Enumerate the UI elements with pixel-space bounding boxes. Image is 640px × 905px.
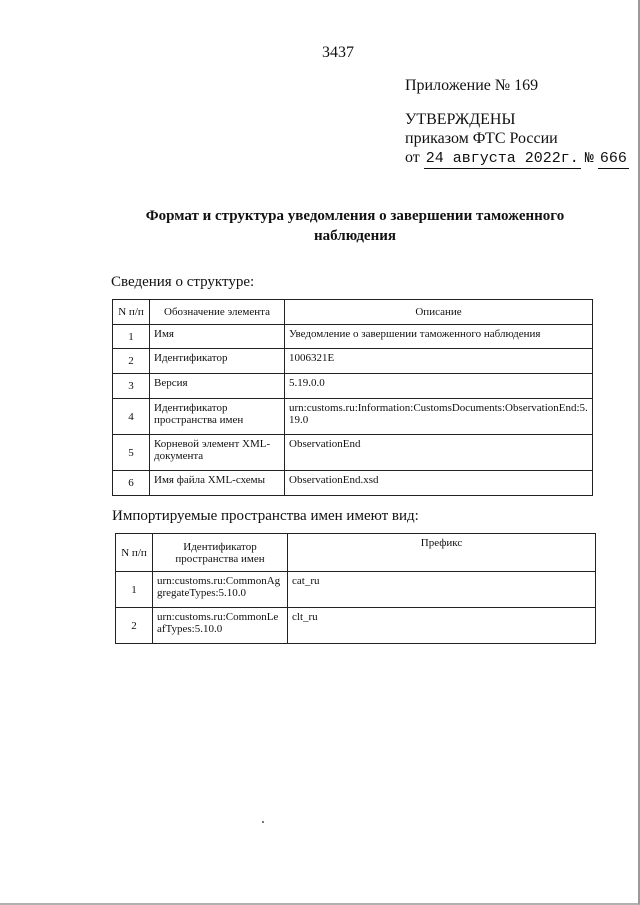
- element-name: Имя файла XML-схемы: [150, 471, 285, 496]
- table-row: [116, 608, 596, 644]
- namespace-identifier: urn:customs.ru:CommonAggregateTypes:5.10.0: [153, 572, 288, 608]
- appendix-label: Приложение № 169: [405, 77, 539, 94]
- header-cell: N п/п: [113, 300, 150, 325]
- element-name: Имя: [150, 325, 285, 349]
- header-cell: Описание: [285, 300, 593, 325]
- header-cell: Префикс: [288, 534, 596, 572]
- document-title: Формат и структура уведомления о завершении таможенного наблюдения: [145, 208, 565, 244]
- table-header-row: [113, 300, 593, 325]
- table-header-row: [116, 534, 596, 572]
- row-number: 1: [113, 325, 150, 349]
- row-number: 5: [113, 435, 150, 471]
- namespace-prefix: clt_ru: [288, 608, 596, 644]
- order-number: 666: [599, 150, 627, 167]
- element-description: Уведомление о завершении таможенного наблюдения: [285, 325, 593, 349]
- approved-label: УТВЕРЖДЕНЫ: [405, 111, 516, 128]
- element-description: 5.19.0.0: [285, 374, 593, 399]
- order-label: приказом ФТС России: [405, 130, 558, 147]
- table-row: [113, 471, 593, 496]
- element-description: urn:customs.ru:Information:CustomsDocuments:ObservationEnd:5.19.0: [285, 399, 593, 435]
- namespace-identifier: urn:customs.ru:CommonLeafTypes:5.10.0: [153, 608, 288, 644]
- row-number: 1: [116, 572, 153, 608]
- table-row: [113, 435, 593, 471]
- table-row: [116, 572, 596, 608]
- number-sign: №: [584, 150, 594, 167]
- order-date: 24 августа 2022г.: [425, 150, 579, 167]
- element-name: Идентификатор пространства имен: [150, 399, 285, 435]
- header-cell: N п/п: [116, 534, 153, 572]
- row-number: 2: [116, 608, 153, 644]
- table-row: [113, 399, 593, 435]
- row-number: 3: [113, 374, 150, 399]
- structure-label: Сведения о структуре:: [111, 274, 255, 290]
- element-description: ObservationEnd: [285, 435, 593, 471]
- approval-block: [405, 76, 629, 169]
- table-row: [113, 374, 593, 399]
- element-description: ObservationEnd.xsd: [285, 471, 593, 496]
- element-name: Идентификатор: [150, 349, 285, 374]
- header-cell: Идентификатор пространства имен: [153, 534, 288, 572]
- date-prefix: от: [405, 149, 420, 166]
- order-date-line: [405, 148, 629, 169]
- element-description: 1006321E: [285, 349, 593, 374]
- table-row: [113, 349, 593, 374]
- namespace-prefix: cat_ru: [288, 572, 596, 608]
- element-name: Версия: [150, 374, 285, 399]
- scan-artifact: [262, 821, 264, 823]
- table-row: [113, 325, 593, 349]
- header-cell: Обозначение элемента: [150, 300, 285, 325]
- structure-table: [112, 299, 593, 496]
- row-number: 4: [113, 399, 150, 435]
- element-name: Корневой элемент XML-документа: [150, 435, 285, 471]
- page-number: 3437: [322, 44, 354, 61]
- row-number: 6: [113, 471, 150, 496]
- namespaces-label: Импортируемые пространства имен имеют вид:: [112, 508, 419, 524]
- namespaces-table: [115, 533, 596, 644]
- row-number: 2: [113, 349, 150, 374]
